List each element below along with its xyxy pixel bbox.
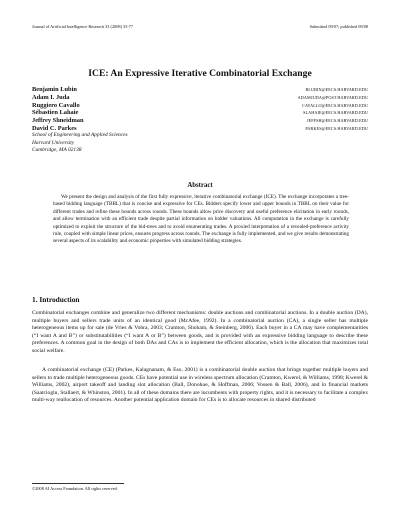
author-name: Jeffrey Shneidman	[32, 117, 84, 125]
author-block	[32, 86, 368, 155]
author-email: CAVALLO@EECS.HARVARD.EDU	[302, 102, 368, 108]
submission-dates: Submitted 09/07; published 09/08	[309, 24, 368, 29]
author-email: ADAMJUDA@POST.HARVARD.EDU	[297, 95, 368, 101]
author-row	[32, 94, 368, 102]
author-row	[32, 86, 368, 94]
author-email: SLAHAIE@EECS.HARVARD.EDU	[303, 110, 368, 116]
journal-citation: Journal of Artificial Intelligence Research 33 (2008) 33-77	[32, 24, 134, 29]
author-name: Sébastien Lahaie	[32, 109, 79, 117]
running-header	[32, 24, 368, 29]
author-row	[32, 101, 368, 109]
author-name: Adam I. Juda	[32, 94, 70, 102]
author-row	[32, 117, 368, 125]
intro-paragraph-2: A combinatorial exchange (CE) (Parkes, Kalagnanam, & Eso, 2001) is a combinatorial double auction that brings together multiple buyers and sellers to trade multiple heterogeneous goods. CEs have potential use in wireless spectrum allocation (Cramton, Kwerel, & Williams, 1998; Kwerel & Williams, 2002), airport takeoff and landing slot allocation (Ball, Donohue, & Hoffman, 2006; Vossen & Ball, 2006), and in financial markets (Saatcioglu, Stallaert, & Whinston, 2001). In all of these domains there are incumbents with property rights, and it is necessary to facilitate a complex multi-way reallocation of resources. Another potential application domain for CEs is to allocate resources in shared distributed	[32, 367, 368, 404]
copyright-notice: ©2008 AI Access Foundation. All rights reserved.	[32, 486, 118, 491]
affiliation-dept: School of Engineering and Applied Sciences	[32, 132, 128, 139]
paper-title: ICE: An Expressive Iterative Combinatorial Exchange	[88, 68, 312, 79]
author-email: BLUBIN@EECS.HARVARD.EDU	[305, 87, 368, 93]
affiliation-university: Harvard University	[32, 139, 75, 146]
affiliation-address: Cambridge, MA 02138	[32, 147, 82, 154]
section-heading: 1. Introduction	[32, 295, 80, 304]
author-email: PARKES@EECS.HARVARD.EDU	[305, 125, 368, 131]
author-row	[32, 124, 368, 132]
abstract-text: We present the design and analysis of the first fully expressive, iterative combinatorial exchange (ICE). The exchange incorporates a tree-based bidding language (TBBL) that is concise and expressive for CEs. Bidders specify lower and upper bounds in TBBL on their value for different trades and refine these bounds across rounds. These bounds allow price discovery and useful preference elicitation in early rounds, and allow termination with an efficient trade despite partial information on bidder valuations. All computation in the exchange is carefully optimized to exploit the structure of the bid-trees and to avoid enumerating trades. A proxied interpretation of a revealed-preference activity rule, coupled with simple linear prices, ensures progress across rounds. The exchange is fully implemented, and we give results demonstrating several aspects of its scalability and economic properties with simulated bidding strategies.	[53, 194, 349, 245]
author-row	[32, 109, 368, 117]
intro-paragraph-1: Combinatorial exchanges combine and generalize two different mechanisms: double auctions and combinatorial auctions. In a double auction (DA), multiple buyers and sellers trade units of an identical good (McAfee, 1992). In a combinatorial auction (CA), a single seller has multiple heterogeneous items up for sale (de Vries & Vohra, 2003; Cramton, Shoham, & Steinberg, 2006). Each buyer in a CA may have complementarities (“I want A and B”) or substitutabilities (“I want A or B”) between goods, and is provided with an expressive bidding language to describe these preferences. A common goal in the design of both DAs and CAs is to implement the efficient allocation, which is the allocation that maximizes total social welfare.	[32, 310, 368, 354]
author-email: JEFFSH@EECS.HARVARD.EDU	[306, 118, 368, 124]
author-name: Benjamin Lubin	[32, 86, 77, 94]
footnote-rule	[32, 483, 124, 484]
author-name: David C. Parkes	[32, 124, 77, 132]
abstract-heading: Abstract	[187, 182, 213, 189]
author-name: Ruggiero Cavallo	[32, 101, 80, 109]
